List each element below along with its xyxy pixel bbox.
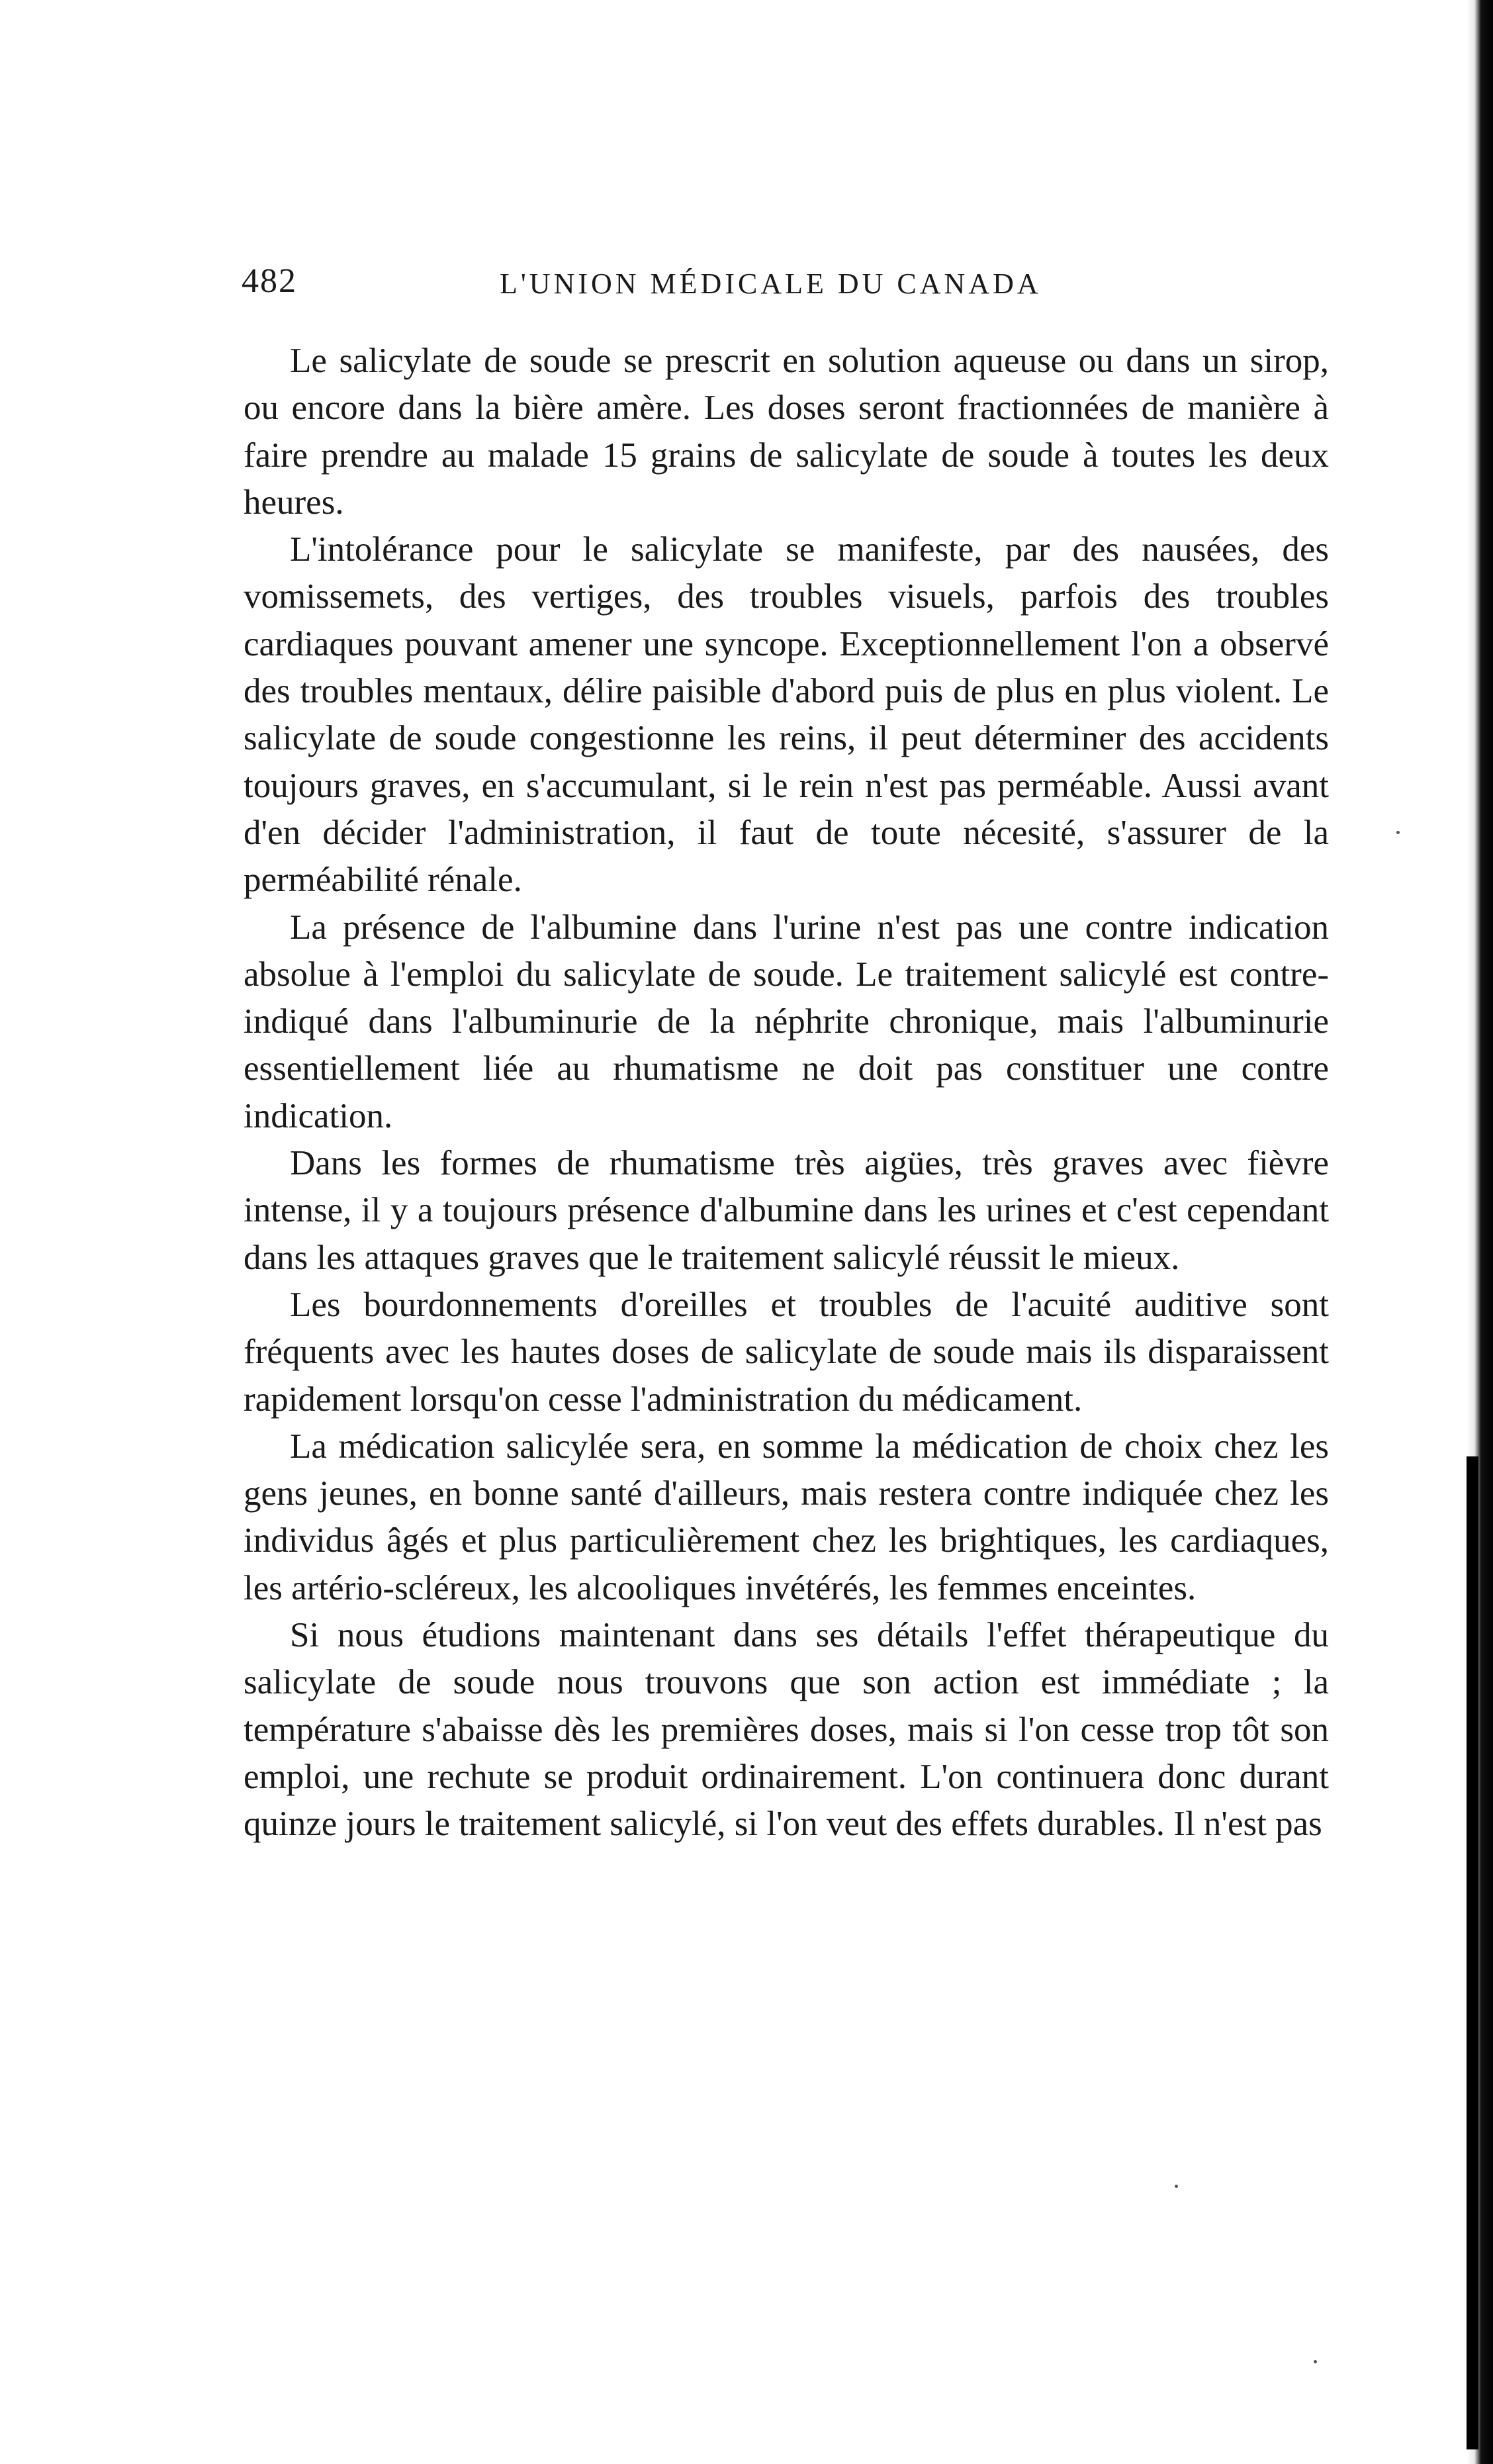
body-text: [244, 338, 1329, 1848]
paragraph: Dans les formes de rhumatisme très aigües, très graves avec fièvre intense, il y a toujours présence d'albumine dans les urines et c'est cependant dans les attaques graves que le traitement salicylé réussit le mieux.: [244, 1144, 1329, 1277]
scan-speck: [1314, 2360, 1317, 2363]
paragraph: L'intolérance pour le salicylate se manifeste, par des nausées, des vomissemets, des vertiges, des troubles visuels, parfois des troubles cardiaques pouvant amener une syncope. Exceptionnellement l'on a observé des troubles mentaux, délire paisible d'abord puis de plus en plus violent. Le salicylate de soude congestionne les reins, il peut déterminer des accidents toujours graves, en s'accumulant, si le rein n'est pas perméable. Aussi avant d'en décider l'administration, il faut de toute nécesité, s'assurer de la perméabilité rénale.: [244, 530, 1329, 900]
scan-edge-dark-band: [1467, 1456, 1478, 2449]
page-number: 482: [242, 262, 297, 300]
paragraph: Le salicylate de soude se prescrit en solution aqueuse ou dans un sirop, ou encore dans la bière amère. Les doses seront fractionnées de manière à faire prendre au malade 15 grains de salicylate de soude à toutes les deux heures.: [244, 342, 1329, 522]
page-header: [242, 261, 1327, 314]
scan-speck: [1396, 831, 1400, 834]
paragraph: La présence de l'albumine dans l'urine n'est pas une contre indication absolue à l'emploi du salicylate de soude. Le traitement salicylé est contre-indiqué dans l'albuminurie de la néphrite chronique, mais l'albuminurie essentiellement liée au rhumatisme ne doit pas constituer une contre indication.: [244, 908, 1329, 1135]
running-head: L'UNION MÉDICALE DU CANADA: [500, 267, 1042, 300]
paragraph: Si nous étudions maintenant dans ses détails l'effet thérapeutique du salicylate de soude nous trouvons que son action est immédiate ; la température s'abaisse dès les premières doses, mais si l'on cesse trop tôt son emploi, une rechute se produit ordinairement. L'on continuera donc durant quinze jours le traitement salicylé, si l'on veut des effets durables. Il n'est pas: [244, 1616, 1329, 1844]
scan-speck: [1175, 2185, 1178, 2188]
paragraph: La médication salicylée sera, en somme la médication de choix chez les gens jeunes, en bonne santé d'ailleurs, mais restera contre indiquée chez les individus âgés et plus particulièrement chez les brightiques, les cardiaques, les artério-scléreux, les alcooliques invétérés, les femmes enceintes.: [244, 1427, 1329, 1607]
paragraph: Les bourdonnements d'oreilles et troubles de l'acuité auditive sont fréquents avec les hautes doses de salicylate de soude mais ils disparaissent rapidement lorsqu'on cesse l'administration du médicament.: [244, 1285, 1329, 1419]
